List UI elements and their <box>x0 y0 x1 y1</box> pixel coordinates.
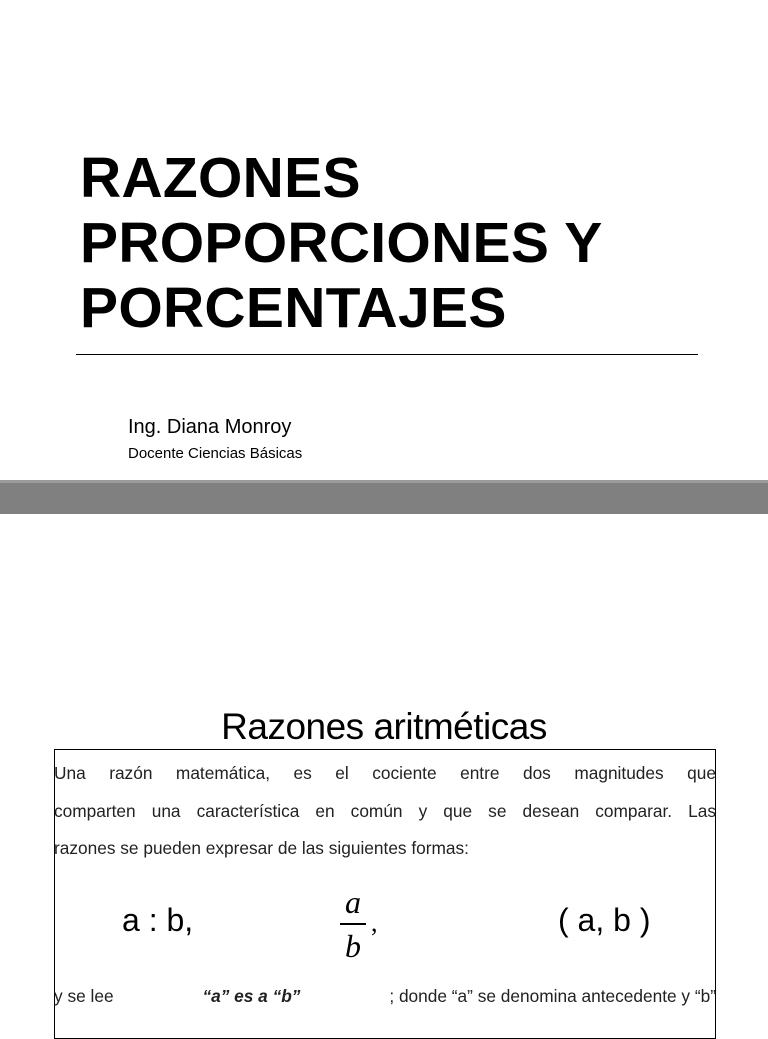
ratio-fraction-form <box>336 884 370 964</box>
ratio-pair-form: ( a, b ) <box>558 902 651 938</box>
section-heading: Razones aritméticas <box>221 706 547 747</box>
paragraph-line-3: razones se pueden expresar de las siguientes formas: <box>54 838 469 858</box>
title-divider <box>76 354 698 355</box>
reading-line <box>54 978 716 1016</box>
title-line-1: RAZONES <box>80 146 361 210</box>
slide-separator <box>0 480 768 514</box>
reading-suffix: ; donde “a” se denomina antecedente y “b” <box>389 986 716 1006</box>
author-role: Docente Ciencias Básicas <box>128 445 303 462</box>
title-line-3: PORCENTAJES <box>80 276 507 340</box>
title-line-2: PROPORCIONES Y <box>80 211 603 275</box>
reading-emphasis: “a” es a “b” <box>202 986 301 1006</box>
slide-separator-edge <box>0 480 768 483</box>
paragraph-line-1: Una razón matemática, es el cociente entre dos magnitudes que <box>54 763 716 783</box>
definition-paragraph <box>54 755 716 868</box>
title-slide <box>0 0 768 480</box>
fraction-comma: , <box>371 908 378 937</box>
author-name: Ing. Diana Monroy <box>128 416 292 438</box>
fraction-bar <box>340 923 366 925</box>
fraction-numerator: a <box>345 884 361 920</box>
paragraph-line-2: comparten una característica en común y que se desean comparar. Las <box>54 800 716 821</box>
reading-prefix: y se lee <box>54 986 114 1006</box>
ratio-colon-form: a : b, <box>122 902 194 938</box>
slide-title <box>80 146 740 341</box>
fraction-denominator: b <box>345 927 361 964</box>
